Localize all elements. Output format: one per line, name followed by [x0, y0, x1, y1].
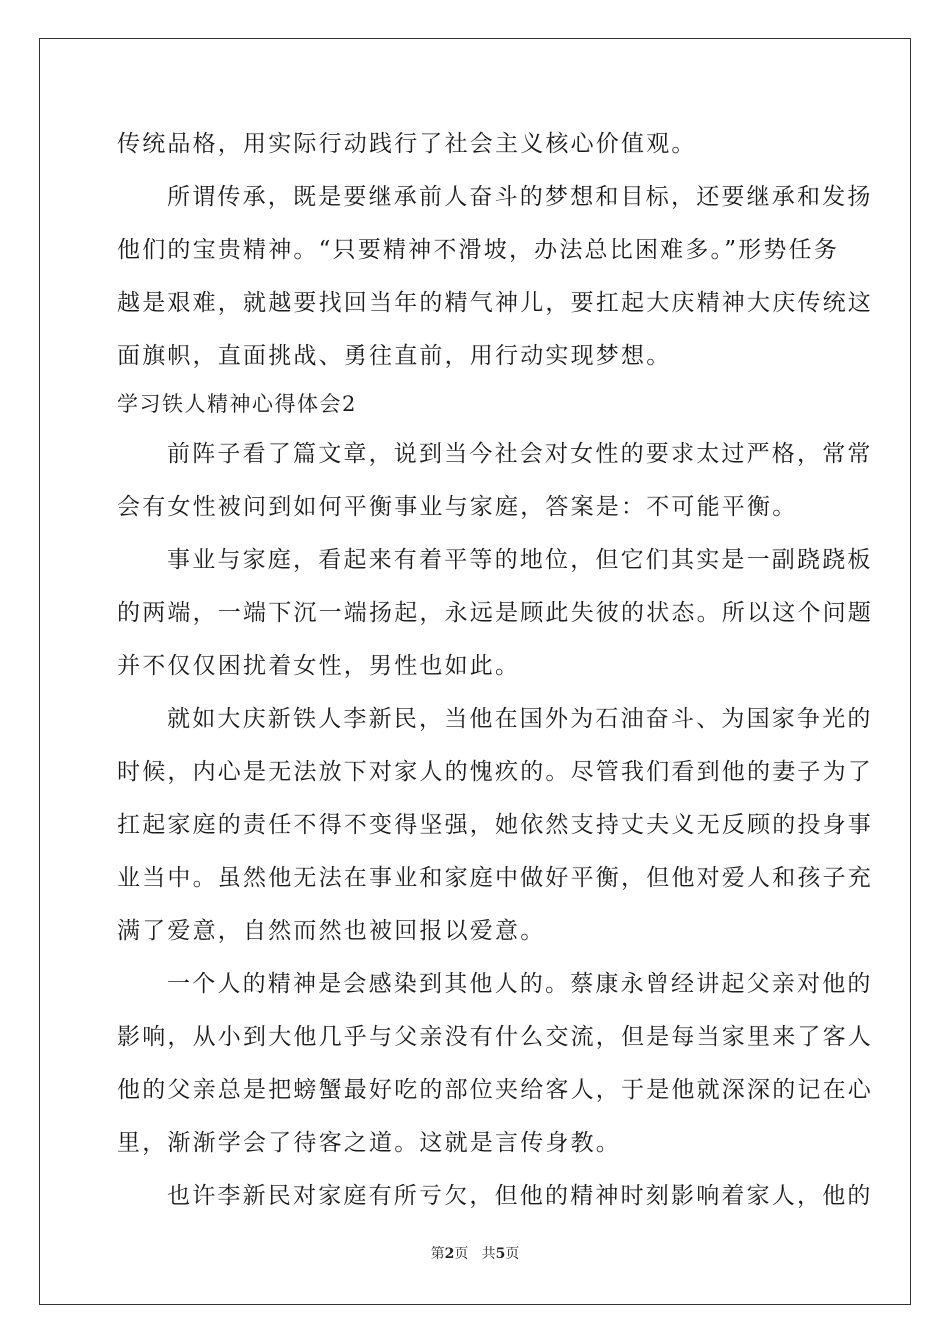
page-label-suffix: 页 — [454, 1246, 469, 1262]
paragraph-first-line: 就如大庆新铁人李新民，当他在国外为石油奋斗、为国家争光的 — [167, 706, 873, 732]
text-line: 扛起家庭的责任不得不变得坚强，她依然支持丈夫义无反顾的投身事 — [117, 812, 873, 838]
paragraph-first-line: 事业与家庭，看起来有着平等的地位，但它们其实是一副跷跷板 — [167, 547, 873, 573]
text-line: 面旗帜，直面挑战、勇往直前，用行动实现梦想。 — [117, 343, 672, 369]
text-line: 业当中。虽然他无法在事业和家庭中做好平衡，但他对爱人和孩子充 — [117, 865, 873, 891]
text-line: 会有女性被问到如何平衡事业与家庭，答案是：不可能平衡。 — [117, 494, 798, 520]
text-line: 他的父亲总是把螃蟹最好吃的部位夹给客人，于是他就深深的记在心 — [117, 1077, 873, 1103]
text-line: 时候，内心是无法放下对家人的愧疚的。尽管我们看到他的妻子为了 — [117, 759, 873, 785]
total-pages: 5 — [495, 1246, 506, 1262]
text-line: 传统品格，用实际行动践行了社会主义核心价值观。 — [117, 131, 697, 157]
total-label-suffix: 页 — [505, 1246, 520, 1262]
section-heading: 学习铁人精神心得体会2 — [117, 392, 357, 416]
text-line: 他们的宝贵精神。“只要精神不滑坡，办法总比困难多。”形势任务 — [117, 237, 840, 263]
paragraph-first-line: 也许李新民对家庭有所亏欠，但他的精神时刻影响着家人，他的 — [167, 1183, 873, 1209]
text-line: 越是艰难，就越要找回当年的精气神儿，要扛起大庆精神大庆传统这 — [117, 290, 873, 316]
text-line: 满了爱意，自然而然也被回报以爱意。 — [117, 918, 546, 944]
text-line: 影响，从小到大他几乎与父亲没有什么交流，但是每当家里来了客人 — [117, 1024, 873, 1050]
paragraph-first-line: 前阵子看了篇文章，说到当今社会对女性的要求太过严格，常常 — [167, 441, 873, 467]
total-label-prefix: 共 — [481, 1246, 496, 1262]
text-line: 并不仅仅困扰着女性，男性也如此。 — [117, 653, 521, 679]
text-line: 的两端，一端下沉一端扬起，永远是顾此失彼的状态。所以这个问题 — [117, 600, 873, 626]
page-number: 2 — [444, 1246, 455, 1262]
paragraph-first-line: 一个人的精神是会感染到其他人的。蔡康永曾经讲起父亲对他的 — [167, 971, 873, 997]
page-footer — [0, 1244, 950, 1264]
text-line: 里，渐渐学会了待客之道。这就是言传身教。 — [117, 1130, 621, 1156]
page-label-prefix: 第 — [430, 1246, 445, 1262]
paragraph-first-line: 所谓传承，既是要继承前人奋斗的梦想和目标，还要继承和发扬 — [167, 184, 873, 210]
